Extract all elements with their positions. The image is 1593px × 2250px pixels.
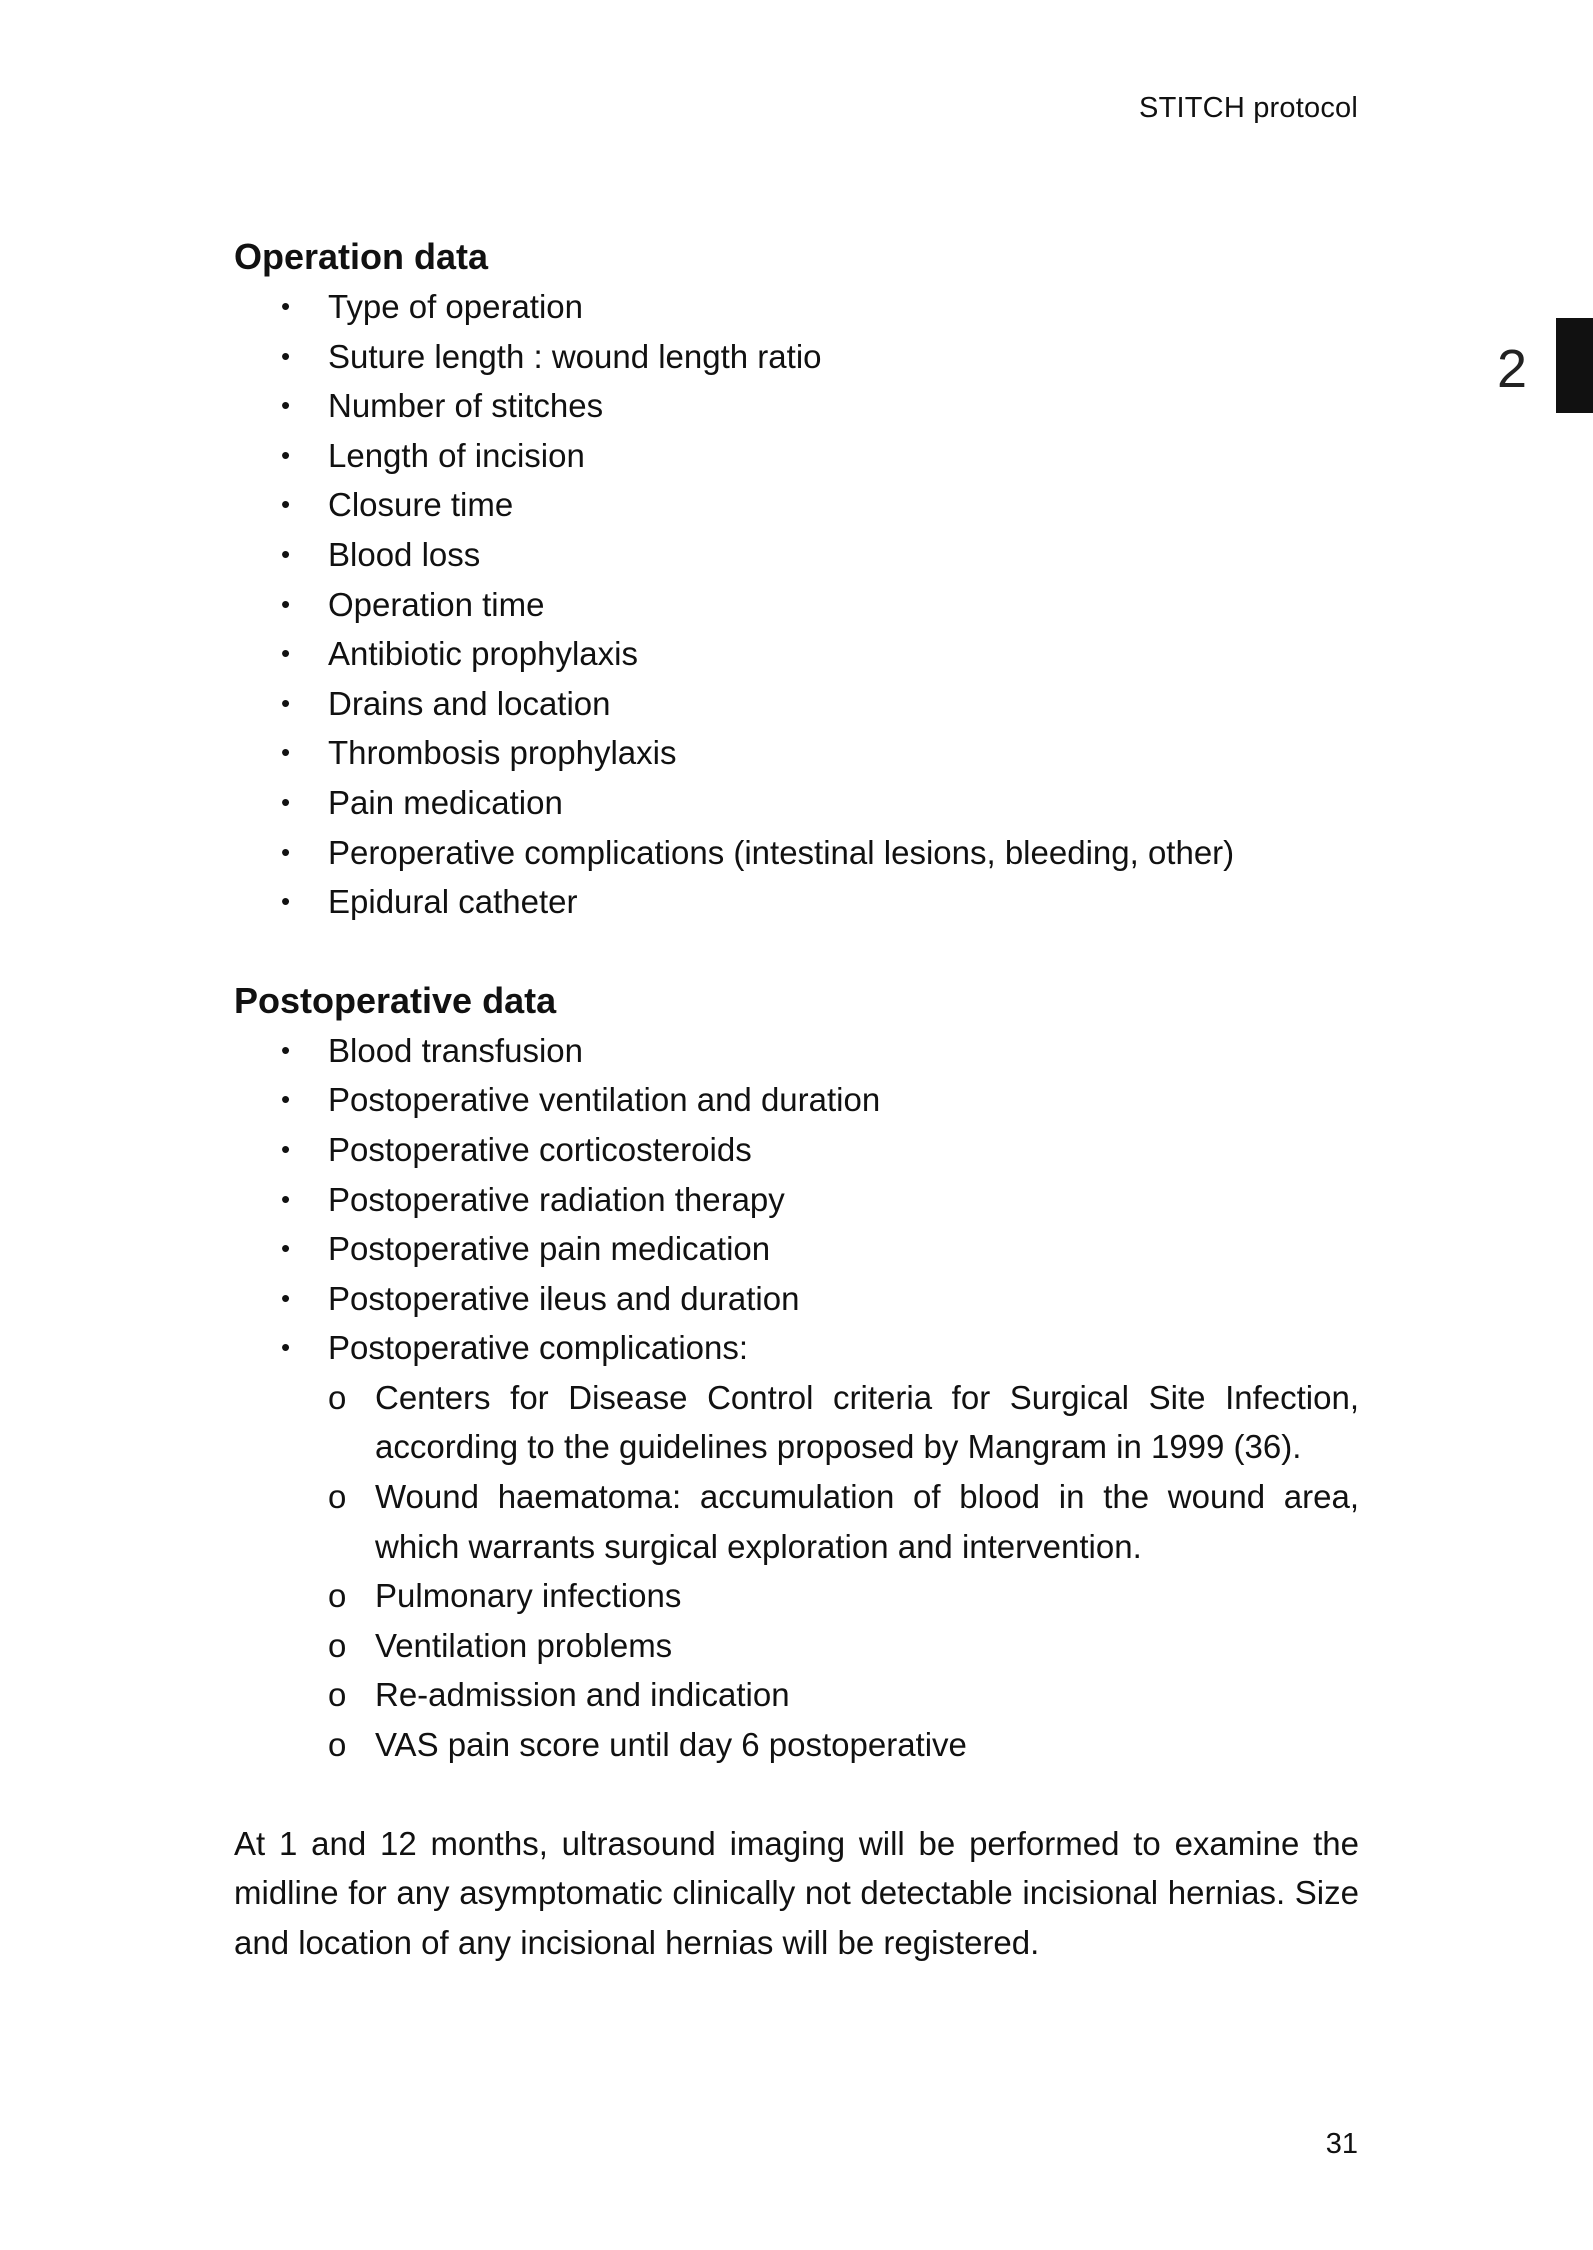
sub-list-item: o VAS pain score until day 6 postoperative: [234, 1720, 1359, 1770]
list-item: • Closure time: [234, 480, 1359, 530]
bullet-icon: •: [281, 390, 291, 421]
circle-bullet-icon: o: [328, 1626, 347, 1664]
bullet-icon: •: [281, 1084, 291, 1115]
section-spacer: [234, 927, 1359, 976]
running-header: STITCH protocol: [1139, 92, 1358, 124]
chapter-number: 2: [1497, 339, 1528, 399]
list-item: • Number of stitches: [234, 381, 1359, 431]
sub-list-item: o Pulmonary infections: [234, 1571, 1359, 1621]
bullet-icon: •: [281, 538, 291, 569]
bullet-icon: •: [281, 886, 291, 917]
list-item: • Postoperative corticosteroids: [234, 1125, 1359, 1175]
bullet-icon: •: [281, 439, 291, 470]
circle-bullet-icon: o: [328, 1726, 347, 1764]
circle-bullet-icon: o: [328, 1478, 347, 1516]
bullet-icon: •: [281, 489, 291, 520]
sub-list-item: o Wound haematoma: accumulation of blood in the wound area, which warrants surgical exploration and intervention.: [234, 1472, 1359, 1571]
bullet-icon: •: [281, 1183, 291, 1214]
bullet-icon: •: [281, 1282, 291, 1313]
list-item: • Peroperative complications (intestinal lesions, bleeding, other): [234, 828, 1359, 878]
list-item: • Postoperative radiation therapy: [234, 1175, 1359, 1225]
list-item: • Antibiotic prophylaxis: [234, 629, 1359, 679]
list-item: • Pain medication: [234, 778, 1359, 828]
bullet-icon: •: [281, 1233, 291, 1264]
list-item: • Epidural catheter: [234, 877, 1359, 927]
sub-list-item: o Re-admission and indication: [234, 1670, 1359, 1720]
list-item: • Blood loss: [234, 530, 1359, 580]
list-item: • Type of operation: [234, 282, 1359, 332]
list-item: • Postoperative ventilation and duration: [234, 1075, 1359, 1125]
bullet-icon: •: [281, 340, 291, 371]
postoperative-data-list: [234, 1026, 1359, 1373]
postoperative-data-heading: Postoperative data: [234, 979, 557, 1021]
list-item: • Drains and location: [234, 679, 1359, 729]
operation-data-heading: Operation data: [234, 236, 489, 277]
circle-bullet-icon: o: [328, 1577, 347, 1615]
bullet-icon: •: [281, 687, 291, 718]
bullet-icon: •: [281, 291, 291, 321]
circle-bullet-icon: o: [328, 1378, 347, 1416]
bullet-icon: •: [281, 1332, 291, 1363]
list-item: • Blood transfusion: [234, 1026, 1359, 1076]
list-item: • Postoperative complications:: [234, 1323, 1359, 1373]
page-number: 31: [1325, 2128, 1358, 2160]
list-item: • Operation time: [234, 580, 1359, 630]
list-item: • Postoperative ileus and duration: [234, 1274, 1359, 1324]
section-spacer: [234, 1770, 1359, 1819]
list-item: • Thrombosis prophylaxis: [234, 728, 1359, 778]
sub-list-item: o Ventilation problems: [234, 1621, 1359, 1671]
chapter-tab-marker: [1556, 318, 1593, 413]
bullet-icon: •: [281, 737, 291, 768]
bullet-icon: •: [281, 1034, 291, 1065]
bullet-icon: •: [281, 638, 291, 669]
list-item: • Postoperative pain medication: [234, 1224, 1359, 1274]
bullet-icon: •: [281, 786, 291, 817]
list-item: • Length of incision: [234, 431, 1359, 481]
circle-bullet-icon: o: [328, 1676, 347, 1714]
bullet-icon: •: [281, 836, 291, 867]
sub-list-item: o Centers for Disease Control criteria for Surgical Site Infection, according to the guidelines proposed by Mangram in 1999 (36).: [234, 1373, 1359, 1472]
bullet-icon: •: [281, 1133, 291, 1164]
closing-paragraph: At 1 and 12 months, ultrasound imaging will be performed to examine the midline for any asymptomatic clinically not detectable incisional hernias. Size and location of any incisional hernias will be registered.: [234, 1824, 1359, 1961]
bullet-icon: •: [281, 588, 291, 619]
operation-data-list: [234, 282, 1359, 927]
page-content: [234, 232, 1359, 1967]
list-item: • Suture length : wound length ratio: [234, 332, 1359, 382]
postoperative-complications-list: [234, 1373, 1359, 1770]
